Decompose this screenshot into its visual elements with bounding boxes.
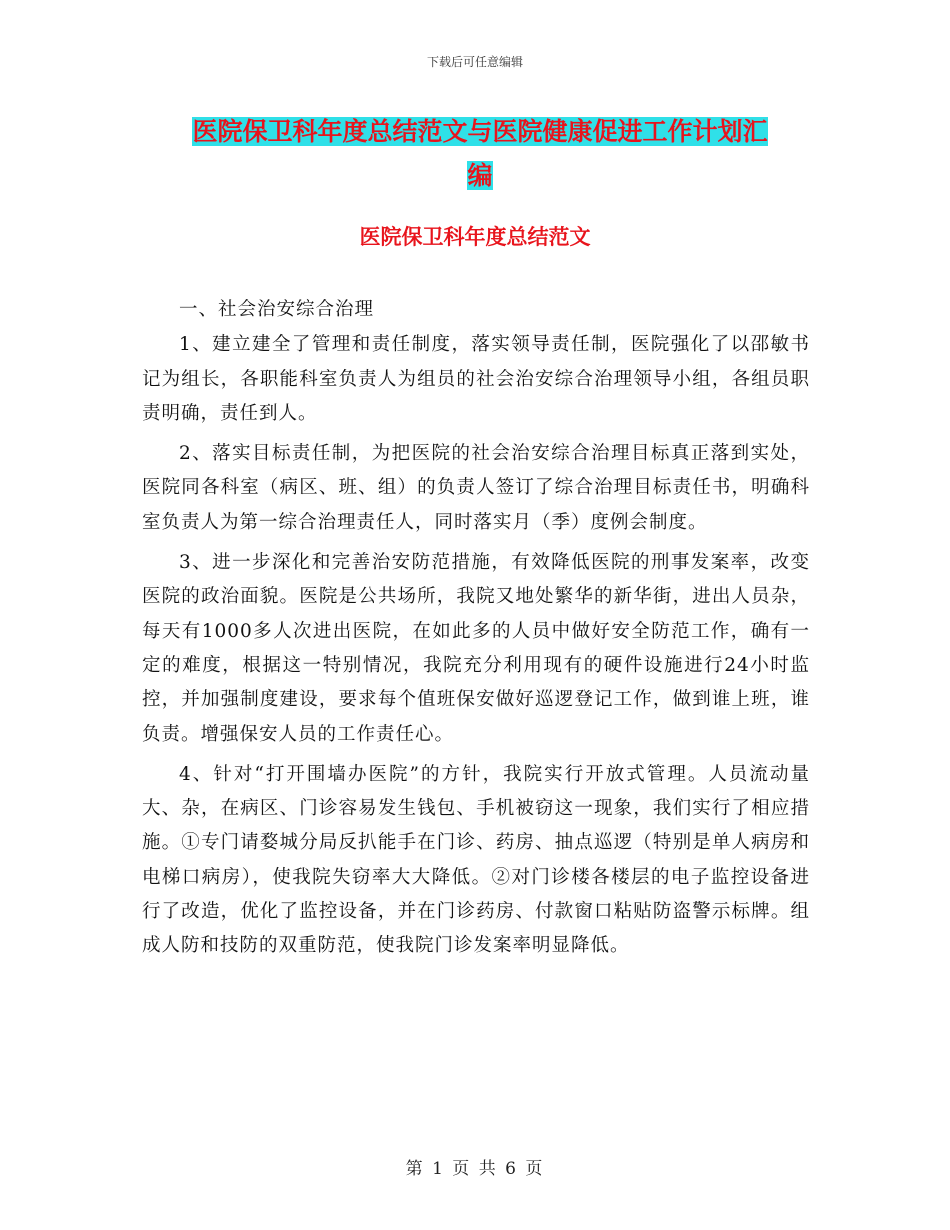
header-note: 下载后可任意编辑 [426,55,523,69]
document-body [142,293,810,970]
document-title-line1: 医院保卫科年度总结范文与医院健康促进工作计划汇 [192,117,768,146]
paragraph: 1、建立建全了管理和责任制度，落实领导责任制，医院强化了以邵敏书记为组长，各职能科室负责人为组员的社会治安综合治理领导小组，各组员职责明确，责任到人。 [142,334,810,424]
document-title [140,110,820,198]
paragraph: 4、针对“打开围墙办医院”的方针，我院实行开放式管理。人员流动量大、杂，在病区、门诊容易发生钱包、手机被窃这一现象，我们实行了相应措施。①专门请婺城分局反扒能手在门诊、药房、抽点巡逻（特别是单人病房和电梯口病房），使我院失窃率大大降低。②对门诊楼各楼层的电子监控设备进行了改造，优化了监控设备，并在门诊药房、付款窗口粘贴防盗警示标牌。组成人防和技防的双重防范，使我院门诊发案率明显降低。 [142,763,810,957]
paragraph: 3、进一步深化和完善治安防范措施，有效降低医院的刑事发案率，改变医院的政治面貌。医院是公共场所，我院又地处繁华的新华街，进出人员杂，每天有1000多人次进出医院，在如此多的人员中做好安全防范工作，确有一定的难度，根据这一特别情况，我院充分利用现有的硬件设施进行24小时监控，并加强制度建设，要求每个值班保安做好巡逻登记工作，做到谁上班，谁负责。增强保安人员的工作责任心。 [142,552,810,745]
document-title-line2: 编 [467,161,493,190]
section-title: 医院保卫科年度总结范文 [359,224,591,249]
page-number-footer: 第 1 页 共 6 页 [405,1159,545,1179]
paragraph: 2、落实目标责任制，为把医院的社会治安综合治理目标真正落到实处，医院同各科室（病区、班、组）的负责人签订了综合治理目标责任书，明确科室负责人为第一综合治理责任人，同时落实月（季）度例会制度。 [142,443,810,533]
paragraph-heading: 一、社会治安综合治理 [179,299,375,320]
